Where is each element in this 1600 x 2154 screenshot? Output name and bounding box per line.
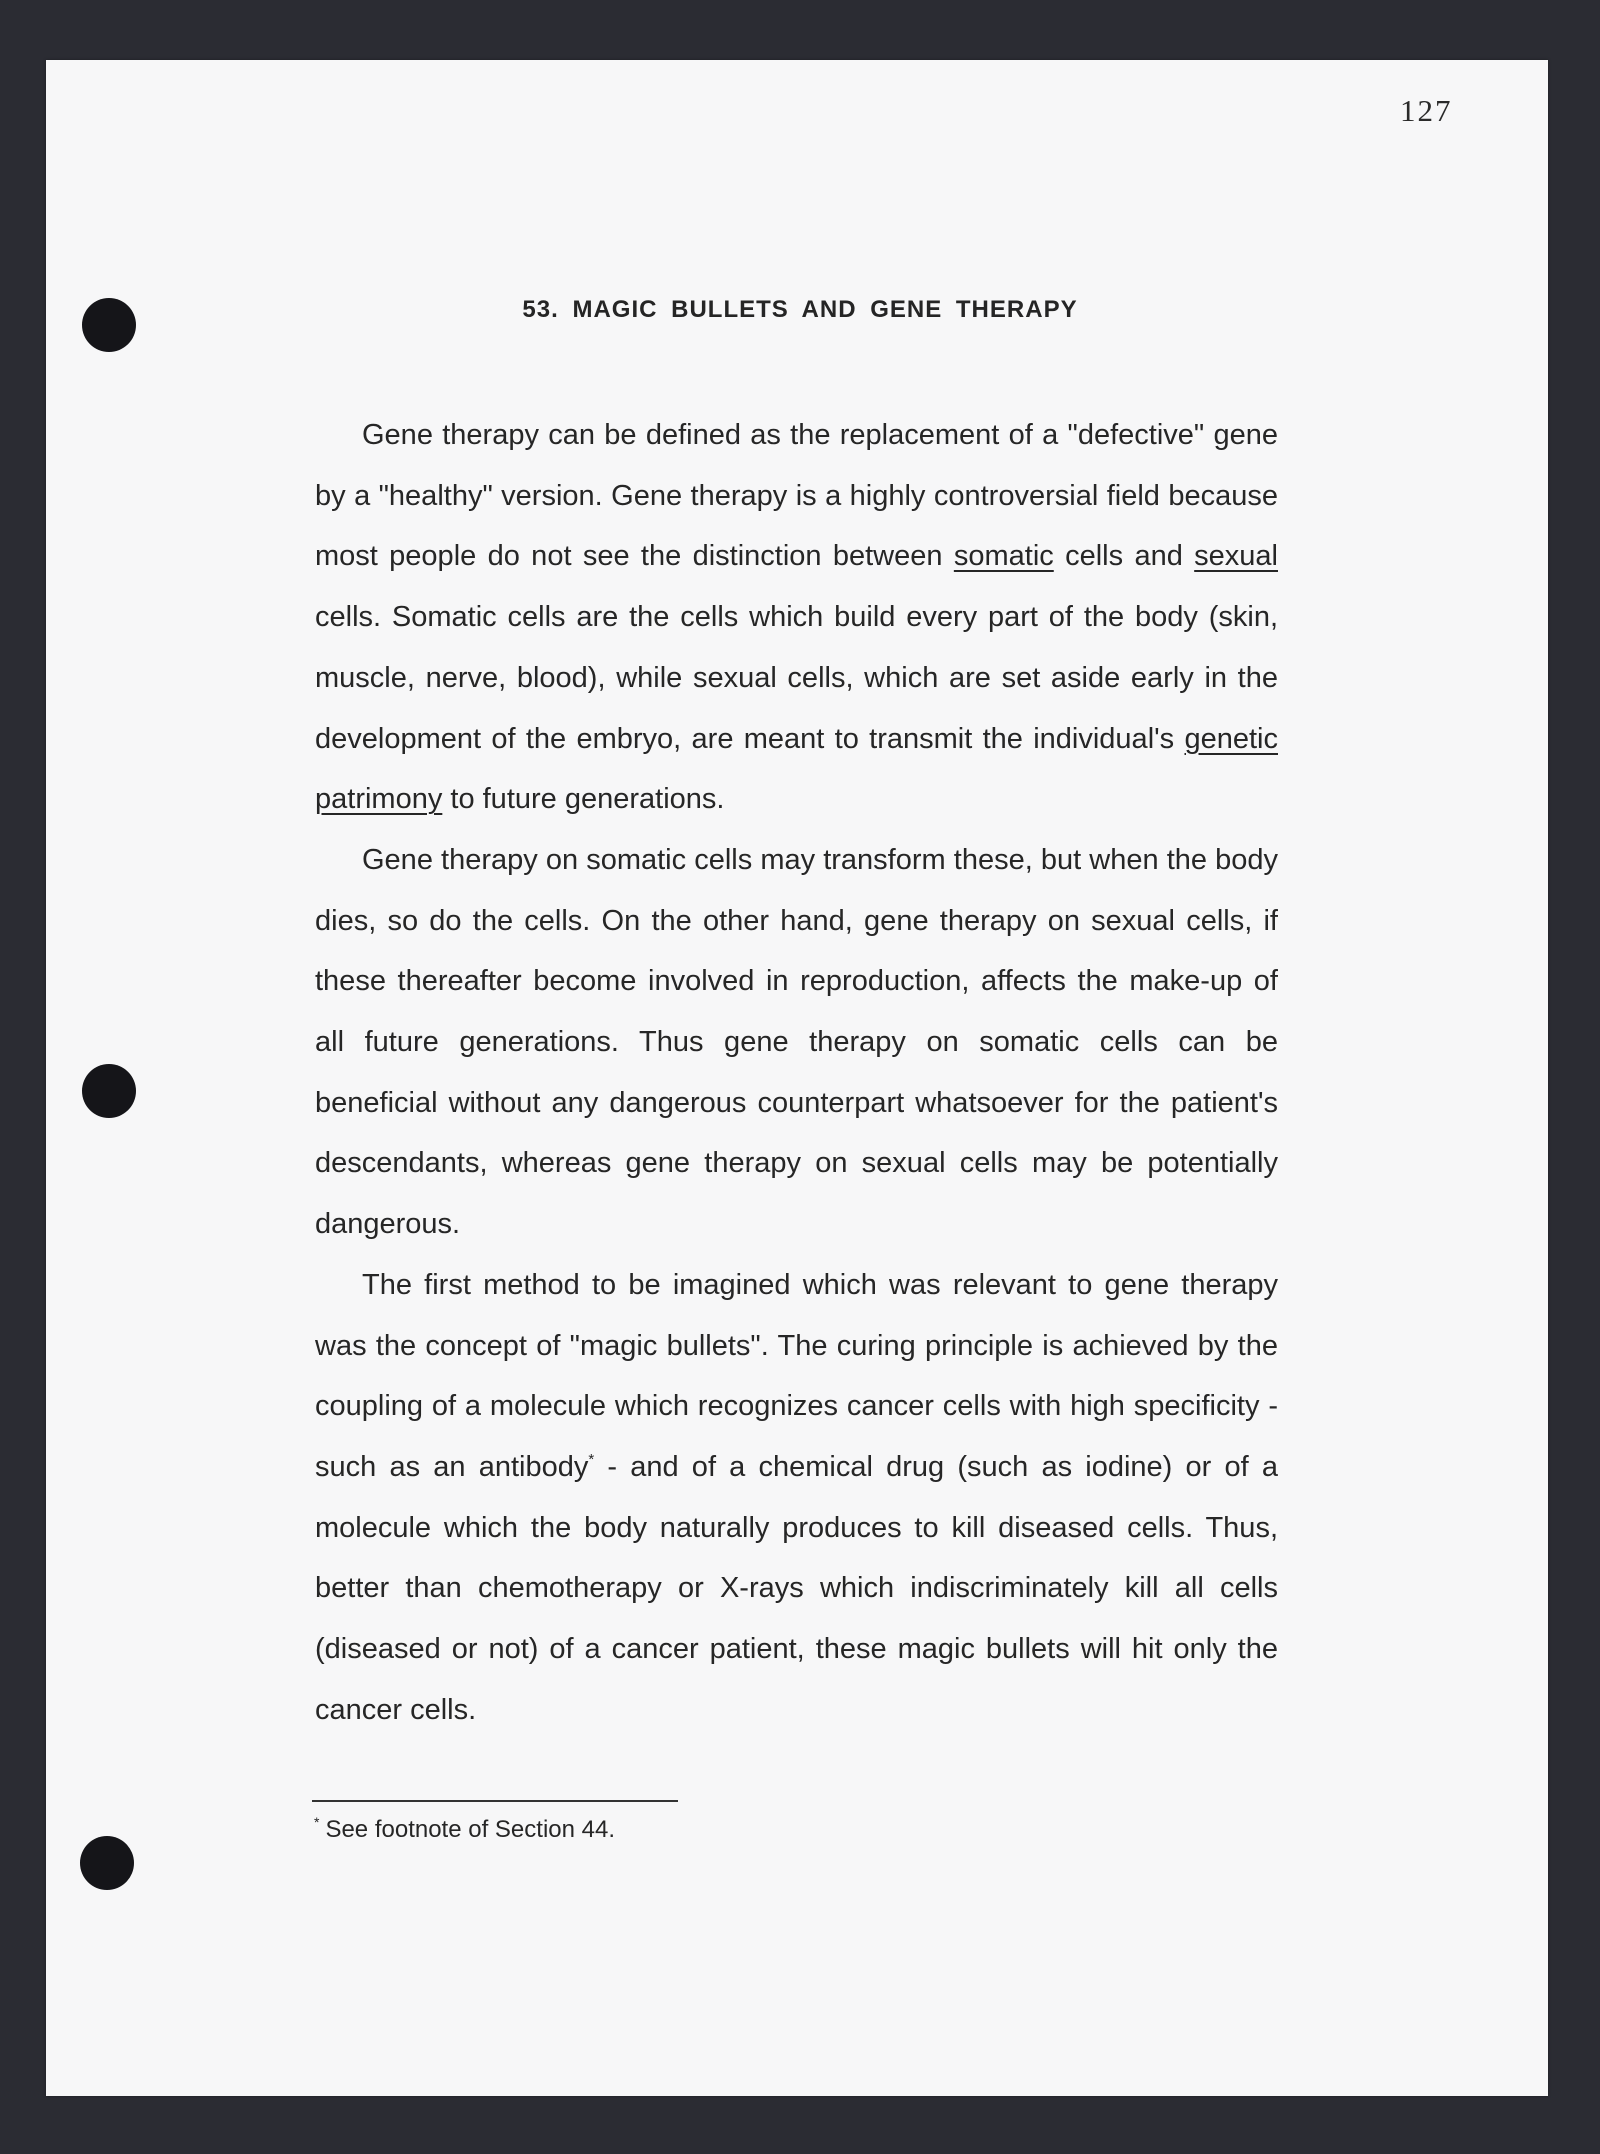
page-number: 127 (1400, 93, 1453, 128)
footnote-divider (312, 1800, 678, 1802)
footnote-text: See footnote of Section 44. (325, 1816, 615, 1843)
binder-hole-middle (82, 1064, 136, 1118)
footnote-mark: * (314, 1814, 320, 1830)
binder-hole-top (82, 298, 136, 352)
underlined-genetic: genetic (1184, 722, 1278, 755)
paragraph-2: Gene therapy on somatic cells may transform these, but when the body dies, so do the cells. On the other hand, gene therapy on sexual cells, if these thereafter become involved in reproduction, affects the make-up of all future generations. Thus gene therapy on somatic cells can be beneficial without any dangerous counterpart whatsoever for the patient's descendants, whereas gene therapy on sexual cells may be potentially dangerous. (315, 843, 1278, 1241)
underlined-patrimony: patrimony (315, 783, 443, 816)
paragraph-1 (315, 405, 1278, 830)
footnote-marker: * (588, 1450, 595, 1468)
underlined-somatic: somatic (953, 540, 1054, 573)
underlined-sexual: sexual (1194, 540, 1278, 573)
p1-text-3: cells. Somatic cells are the cells which build every part of the body (skin, muscle, nerve, blood), while sexual cells, which are set aside early in the development of the embryo, are meant to transmit the individual's (315, 601, 1278, 755)
p3-text-2: - and of a chemical drug (such as iodine) or of a molecule which the body naturally produces to kill diseased cells. Thus, better than chemotherapy or X-rays which indiscriminately kill all cells (diseased or not) of a cancer patient, these magic bullets will hit only the cancer cells. (315, 1450, 1278, 1726)
paragraph-3 (315, 1255, 1278, 1741)
p1-text-1: Gene therapy can be defined as the replacement of a "defective" gene by a "healthy" version. Gene therapy is a highly controversial field because most people do not see the distinction between (315, 419, 1278, 573)
p3-text-1: The first method to be imagined which was relevant to gene therapy was the concept of "magic bullets". The curing principle is achieved by the coupling of a molecule which recognizes cancer cells with high specificity -such as an antibody (315, 1268, 1278, 1483)
body-text (315, 405, 1278, 1740)
footnote (314, 1816, 1014, 1844)
section-title: 53. MAGIC BULLETS AND GENE THERAPY (522, 296, 1078, 323)
p1-text-2: cells and (1053, 540, 1195, 573)
p1-text-5: to future generations. (442, 783, 725, 816)
binder-hole-bottom (80, 1836, 134, 1890)
